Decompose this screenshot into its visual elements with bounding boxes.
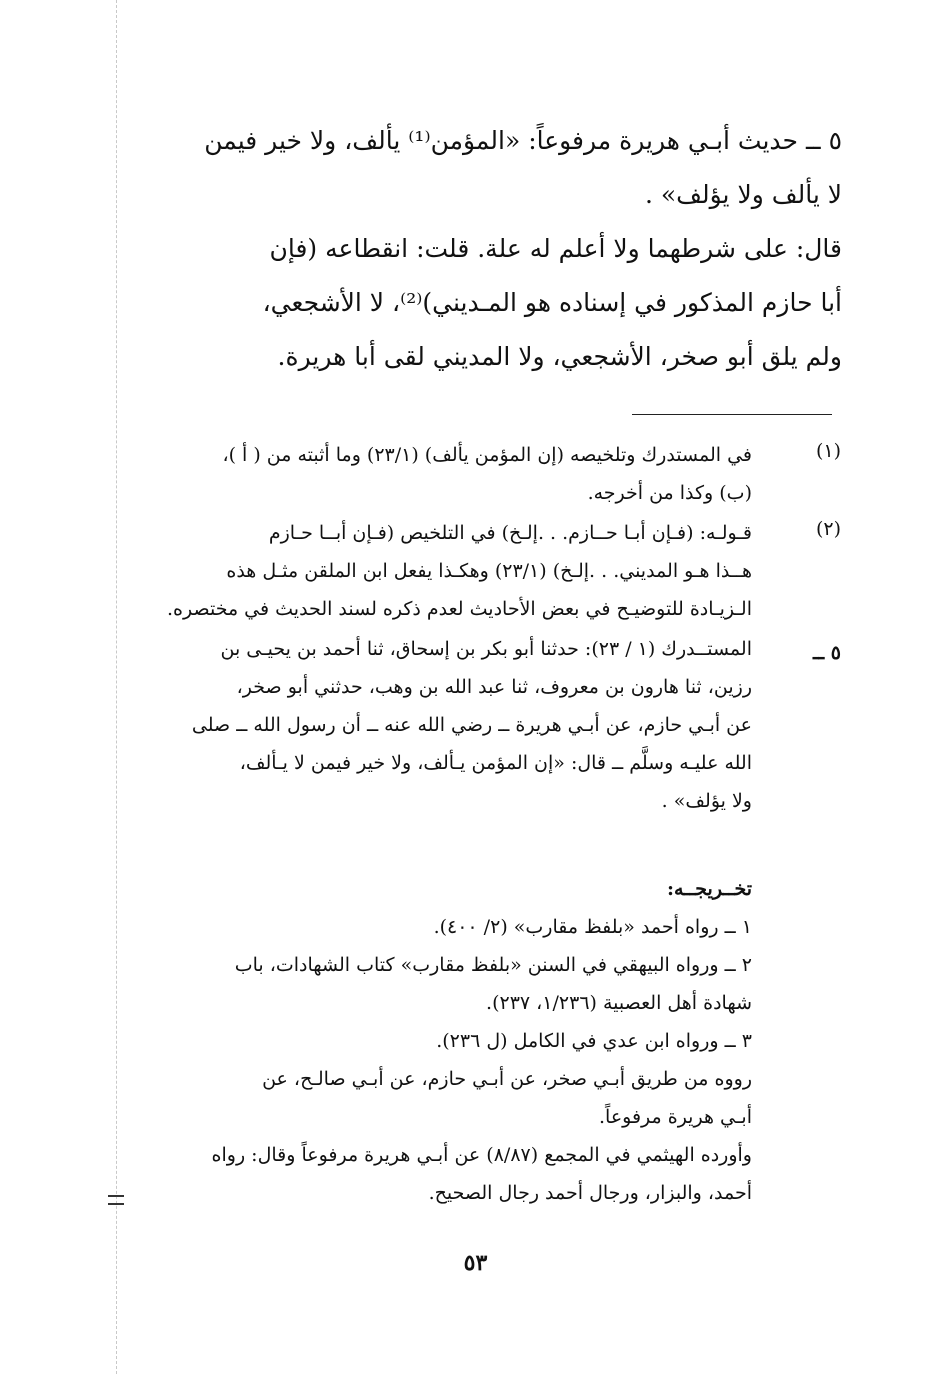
- footnote-separator: [632, 414, 832, 415]
- takhrij-heading: تخــريجــه:: [666, 878, 752, 900]
- footnote-2: [132, 514, 752, 628]
- commentary-line: أبا حازم المذكور في إسناده هو المـديني)⁽²⁾، لا الأشجعي،: [262, 288, 842, 317]
- main-line: ٥ ــ حديث أبـي هريرة مرفوعاً: «المؤمن⁽¹⁾ يألف، ولا خير فيمن: [204, 126, 842, 155]
- source-line: المستــدرك (١ / ٢٣): حدثنا أبو بكر بن إسحاق، ثنا أحمد بن يحيـى بن: [220, 638, 752, 660]
- commentary-line: قال: على شرطهما ولا أعلم له علة. قلت: انقطاعه (فإن: [269, 234, 842, 263]
- takhrij-line: أبـي هريرة مرفوعاً.: [598, 1106, 752, 1128]
- source-number: ٥ ــ: [813, 642, 841, 664]
- takhrij-line: ٢ ــ ورواه البيهقي في السنن «بلفظ مقارب» كتاب الشهادات، باب: [234, 954, 752, 976]
- takhrij-line: ٣ ــ ورواه ابن عدي في الكامل (ل ٢٣٦).: [436, 1030, 752, 1052]
- takhrij-line: ١ ــ رواه أحمد «بلفظ مقارب» (٢/ ٤٠٠).: [433, 916, 752, 938]
- page-number: ٥٣: [463, 1250, 488, 1276]
- footnote-number: (١): [815, 440, 841, 462]
- footnote-1: [132, 436, 752, 512]
- takhrij-line: رووه من طريق أبـي صخر، عن أبـي حازم، عن أبـي صالـح، عن: [262, 1068, 752, 1090]
- source-note: [132, 630, 752, 820]
- main-line: لا يألف ولا يؤلف» .: [644, 180, 842, 209]
- commentary-line: ولم يلق أبو صخر، الأشجعي، ولا المديني لقى أبا هريرة.: [277, 342, 842, 371]
- main-commentary: [132, 222, 842, 384]
- takhrij-line: شهادة أهل العصبية (١/٢٣٦، ٢٣٧).: [486, 992, 752, 1014]
- takhrij-section: [132, 870, 752, 1212]
- source-line: ولا يؤلف» .: [661, 790, 752, 812]
- source-line: رزين، ثنا هارون بن معروف، ثنا عبد الله بن وهب، حدثني أبو صخر،: [236, 676, 752, 698]
- source-line: الله عليـه وسلَّم ــ قال: «إن المؤمن يـألف، ولا خير فيمن لا يـألف،: [239, 752, 752, 774]
- footnote-line: (ب) وكذا من أخرجه.: [587, 482, 752, 504]
- footnote-line: هــذا هـو المديني. . .إلـخ) (٢٣/١) وهكـذا يفعل ابن الملقن مثـل هذه: [226, 560, 752, 582]
- takhrij-line: وأورده الهيثمي في المجمع (٨/٨٧) عن أبـي هريرة مرفوعاً وقال: رواه: [211, 1144, 752, 1166]
- footnote-number: (٢): [815, 518, 841, 540]
- takhrij-line: أحمد، والبزار، ورجال أحمد رجال الصحيح.: [428, 1182, 752, 1204]
- footnote-line: الـزيـادة للتوضيـح في بعض الأحاديث لعدم ذكره لسند الحديث في مختصره.: [167, 598, 752, 620]
- footnote-line: في المستدرك وتلخيصه (إن المؤمن يألف) (٢٣/١) وما أثبته من ( أ )،: [222, 444, 752, 466]
- source-line: عن أبـي حازم، عن أبـي هريرة ــ رضي الله عنه ــ أن رسول الله ــ صلى: [191, 714, 752, 736]
- main-hadith-item: [132, 114, 842, 222]
- footnote-line: قـولـه: (فـإن أبـا حــازم. . .إلـخ) في التلخيص (فـإن أبــا حـازم: [268, 522, 752, 544]
